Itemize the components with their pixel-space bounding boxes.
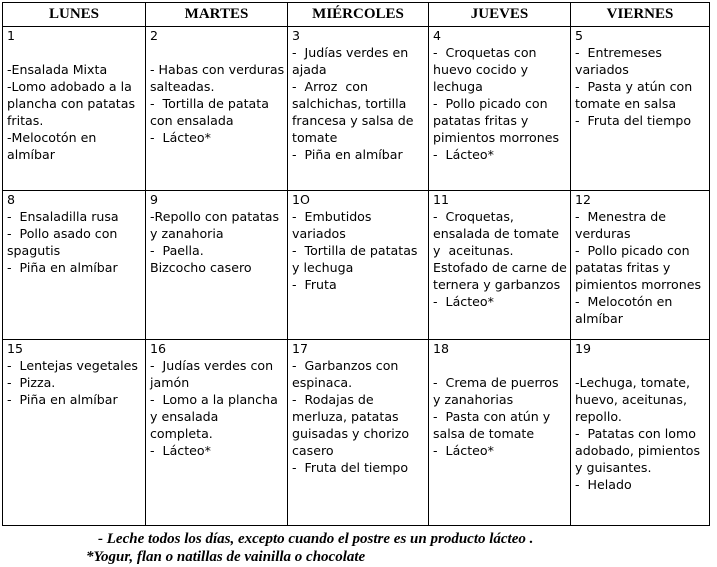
- day-cell: [429, 340, 571, 526]
- day-menu: - Garbanzos con espinaca. - Rodajas de merluza, patatas guisadas y chorizo casero - Fruta del tiempo: [292, 358, 410, 475]
- day-number: 17: [292, 341, 309, 356]
- day-cell: [3, 191, 146, 340]
- day-number: 5: [575, 28, 584, 43]
- day-menu: - Judías verdes con jamón - Lomo a la plancha y ensalada completa. - Lácteo*: [150, 358, 278, 458]
- day-cell: [288, 191, 429, 340]
- day-number: 3: [292, 28, 301, 43]
- week-row-2: [3, 191, 710, 340]
- day-number: 19: [575, 341, 592, 356]
- day-cell: [571, 27, 710, 191]
- day-cell: [146, 191, 288, 340]
- week-row-3: [3, 340, 710, 526]
- day-menu: - Croquetas con huevo cocido y lechuga - Pollo picado con patatas fritas y pimientos morrones - Lácteo*: [433, 45, 560, 162]
- day-cell: [429, 191, 571, 340]
- header-wednesday: MIÉRCOLES: [288, 3, 429, 27]
- day-menu: -Lechuga, tomate, huevo, aceitunas, repollo. - Patatas con lomo adobado, pimientos y guisantes. - Helado: [575, 375, 701, 492]
- day-cell: [3, 27, 146, 191]
- day-cell: [288, 340, 429, 526]
- day-cell: [429, 27, 571, 191]
- day-menu: - Crema de puerros y zanahorias - Pasta con atún y salsa de tomate - Lácteo*: [433, 375, 559, 458]
- day-number: 18: [433, 341, 450, 356]
- day-menu: - Judías verdes en ajada - Arroz con salchichas, tortilla francesa y salsa de tomate - Piña en almíbar: [292, 45, 414, 162]
- day-cell: [146, 27, 288, 191]
- day-menu: - Habas con verduras salteadas. - Tortilla de patata con ensalada - Lácteo*: [150, 62, 285, 145]
- header-friday: VIERNES: [571, 3, 710, 27]
- day-menu: - Ensaladilla rusa - Pollo asado con spagutis - Piña en almíbar: [7, 209, 119, 275]
- day-cell: [571, 340, 710, 526]
- day-menu: - Croquetas, ensalada de tomate y aceitunas. Estofado de carne de ternera y garbanzos - Lácteo*: [433, 209, 567, 309]
- header-monday: LUNES: [3, 3, 146, 27]
- day-menu: -Repollo con patatas y zanahoria - Paella. Bizcocho casero: [150, 209, 280, 275]
- header-tuesday: MARTES: [146, 3, 288, 27]
- day-cell: [3, 340, 146, 526]
- day-cell: [571, 191, 710, 340]
- day-cell: [288, 27, 429, 191]
- day-cell: [146, 340, 288, 526]
- header-row: [3, 3, 710, 27]
- day-menu: - Embutidos variados - Tortilla de patatas y lechuga - Fruta: [292, 209, 418, 292]
- week-row-1: [3, 27, 710, 191]
- weekly-menu-table: [2, 2, 710, 526]
- milk-note: - Leche todos los días, excepto cuando el postre es un producto lácteo .: [98, 531, 534, 547]
- day-menu: - Entremeses variados - Pasta y atún con tomate en salsa - Fruta del tiempo: [575, 45, 693, 128]
- day-number: 2: [150, 28, 159, 43]
- day-number: 15: [7, 341, 24, 356]
- day-menu: - Lentejas vegetales - Pizza. - Piña en almíbar: [7, 358, 138, 407]
- day-menu: - Menestra de verduras - Pollo picado con patatas fritas y pimientos morrones - Melocotón en almíbar: [575, 209, 702, 326]
- day-number: 11: [433, 192, 450, 207]
- day-number: 16: [150, 341, 167, 356]
- header-thursday: JUEVES: [429, 3, 571, 27]
- day-number: 1: [7, 28, 16, 43]
- day-number: 8: [7, 192, 16, 207]
- day-menu: -Ensalada Mixta -Lomo adobado a la plancha con patatas fritas. -Melocotón en almíbar: [7, 62, 136, 162]
- dairy-footnote: *Yogur, flan o natillas de vainilla o chocolate: [86, 549, 366, 565]
- day-number: 9: [150, 192, 159, 207]
- day-number: 4: [433, 28, 442, 43]
- day-number: 12: [575, 192, 592, 207]
- day-number: 1O: [292, 192, 310, 207]
